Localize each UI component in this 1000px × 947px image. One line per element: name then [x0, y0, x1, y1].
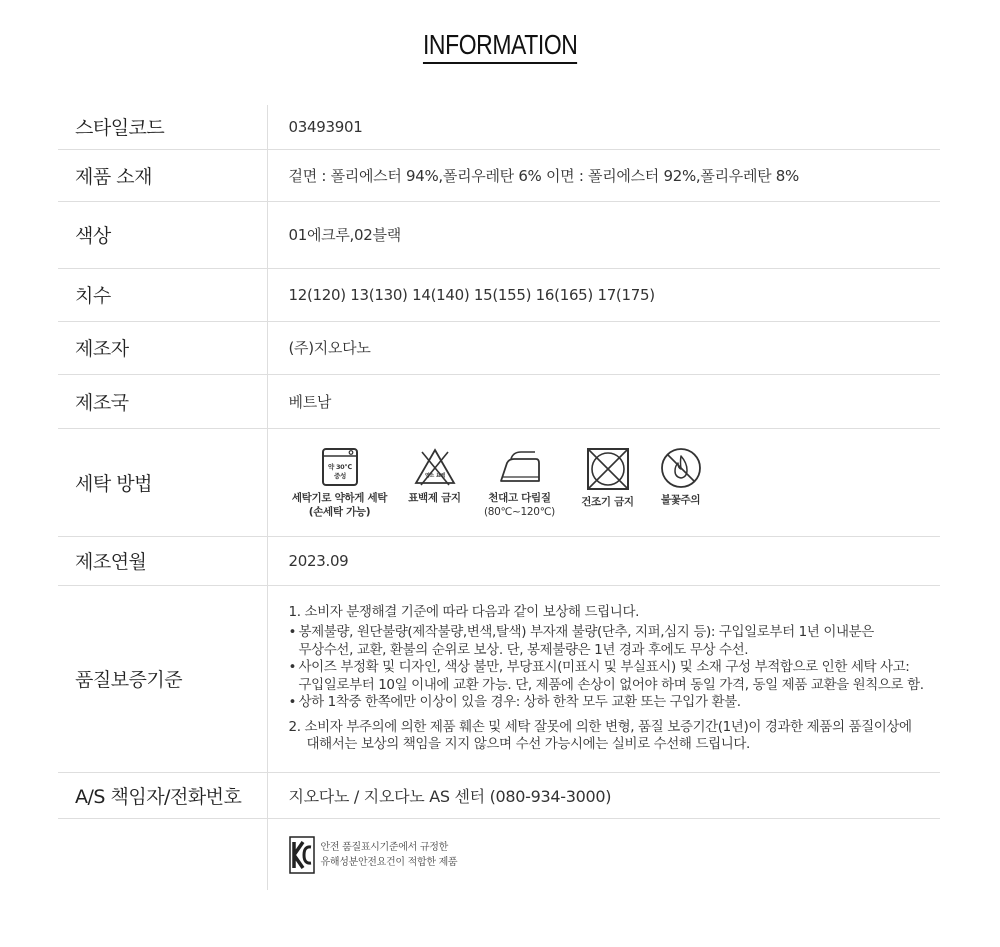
as-value: 지오다노 / 지오다노 AS 센터 (080-934-3000)	[267, 772, 940, 818]
care-label: 건조기 금지	[581, 496, 634, 508]
quality-line: 무상수선, 교환, 환불의 순위로 보상. 단, 봉제불량은 1년 경과 후에도 무상 수선.	[298, 641, 749, 658]
information-table	[58, 105, 940, 890]
quality-line: • 사이즈 부정확 및 디자인, 색상 불만, 부당표시(미표시 및 부실표시) 및 소재 구성 부적합으로 인한 세탁 사고:	[289, 659, 941, 677]
care-sublabel: (손세탁 가능)	[308, 506, 371, 518]
table-row	[58, 818, 940, 890]
kc-certification	[289, 820, 941, 888]
kc-mark-icon	[289, 836, 315, 874]
care-label: 표백제 금지	[408, 492, 461, 504]
quality-line: 1. 소비자 분쟁해결 기준에 따라 다음과 같이 보상해 드립니다.	[288, 603, 639, 620]
date-label: 제조연월	[58, 536, 267, 585]
quality-line: 2. 소비자 부주의에 의한 제품 훼손 및 세탁 잘못에 의한 변형, 품질 보증기간(1년)이 경과한 제품의 품질이상에	[288, 718, 912, 735]
maker-value: (주)지오다노	[267, 321, 940, 374]
table-row	[58, 536, 940, 585]
bleach-text-1: 염소	[424, 473, 434, 479]
maker-label: 제조자	[58, 321, 267, 374]
care-item-wash	[288, 447, 392, 519]
size-label: 치수	[58, 268, 267, 321]
care-icons	[289, 445, 941, 519]
wash-temp-text: 약 30℃	[327, 463, 352, 471]
kc-cell	[267, 818, 940, 890]
care-sublabel: (80℃~120℃)	[484, 506, 555, 518]
kc-text	[321, 840, 458, 870]
table-row	[58, 149, 940, 201]
table-row	[58, 321, 940, 374]
bleach-text-2: 표백	[435, 473, 445, 479]
no-tumble-dry-icon	[586, 447, 630, 491]
quality-line: • 상하 1착중 한쪽에만 이상이 있을 경우: 상하 한착 모두 교환 또는 구입가 환불.	[289, 694, 941, 712]
style-code-value: 03493901	[267, 105, 940, 149]
no-bleach-icon	[413, 447, 457, 487]
table-row	[58, 585, 940, 772]
care-label: 불꽃주의	[660, 494, 701, 506]
quality-line: • 봉제불량, 원단불량(제작불량,변색,탈색) 부자재 불량(단추, 지퍼,심지 등): 구입일로부터 1년 이내분은	[289, 624, 941, 642]
color-value: 01에크루,02블랙	[267, 201, 940, 268]
table-row	[58, 772, 940, 818]
care-label: 천대고 다림질	[488, 492, 551, 504]
wash-tub-icon	[321, 447, 359, 487]
table-row	[58, 428, 940, 536]
kc-line: 유해성분안전요건이 적합한 제품	[320, 857, 458, 869]
size-value: 12(120) 13(130) 14(140) 15(155) 16(165) 17(175)	[267, 268, 940, 321]
quality-text	[289, 604, 941, 754]
material-value: 겉면 : 폴리에스터 94%,폴리우레탄 6% 이면 : 폴리에스터 92%,폴리우레탄 8%	[267, 149, 940, 201]
care-label: 세탁기로 약하게 세탁	[291, 492, 388, 504]
table-row	[58, 374, 940, 428]
country-value: 베트남	[267, 374, 940, 428]
header	[0, 30, 1000, 64]
quality-label: 품질보증기준	[58, 585, 267, 772]
page-title: INFORMATION	[423, 30, 578, 64]
care-item-bleach	[396, 447, 474, 505]
iron-icon	[497, 447, 543, 487]
wash-detergent-text: 중성	[333, 472, 346, 480]
quality-line: 구입일로부터 10일 이내에 교환 가능. 단, 제품에 손상이 없어야 하며 동일 가격, 동일 제품 교환을 원칙으로 함.	[298, 676, 924, 693]
quality-value	[267, 585, 940, 772]
washing-label: 세탁 방법	[58, 428, 267, 536]
date-value: 2023.09	[267, 536, 940, 585]
style-code-label: 스타일코드	[58, 105, 267, 149]
table-row	[58, 201, 940, 268]
care-item-fire	[648, 447, 714, 507]
as-label: A/S 책임자/전화번호	[58, 772, 267, 818]
country-label: 제조국	[58, 374, 267, 428]
no-fire-icon	[660, 447, 702, 489]
kc-label-cell	[58, 818, 267, 890]
care-item-iron	[474, 447, 566, 519]
material-label: 제품 소재	[58, 149, 267, 201]
washing-value	[267, 428, 940, 536]
quality-line: 대해서는 보상의 책임을 지지 않으며 수선 가능시에는 실비로 수선해 드립니다.	[306, 736, 750, 752]
table-row	[58, 105, 940, 149]
kc-line: 안전 품질표시기준에서 규정한	[320, 842, 448, 854]
color-label: 색상	[58, 201, 267, 268]
care-item-dryer	[568, 447, 648, 509]
table-row	[58, 268, 940, 321]
